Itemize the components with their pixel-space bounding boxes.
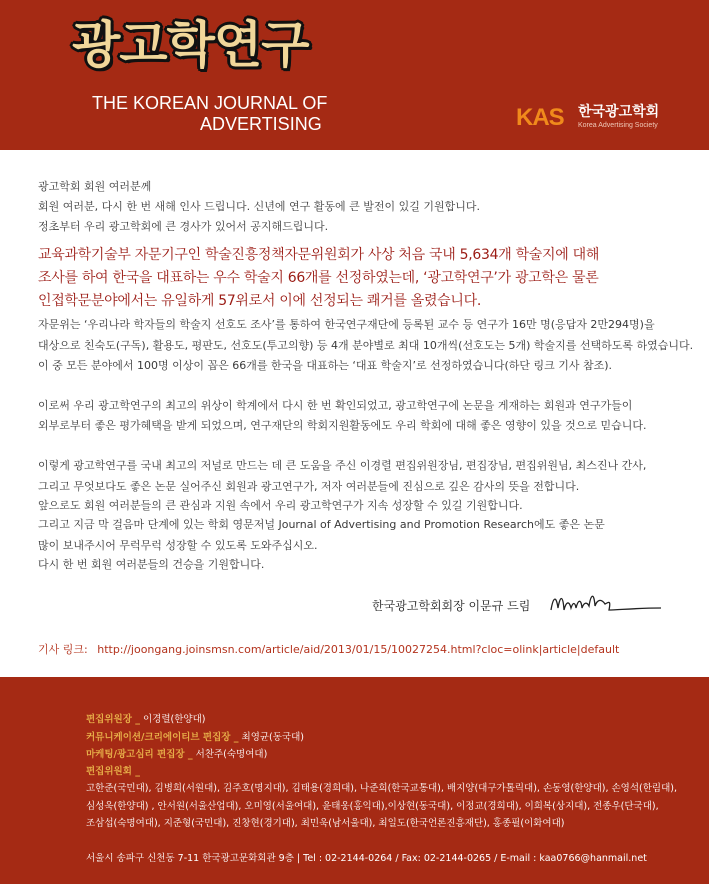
- greeting-line: 광고학회 회원 여러분께: [38, 180, 152, 193]
- footer-row-value: 최영균(동국대): [241, 732, 305, 743]
- body-line: 앞으로도 회원 여러분들의 큰 관심과 지원 속에서 우리 광고학연구가 지속 성장할 수 있길 기원합니다.: [38, 499, 523, 512]
- body-line: 그리고 지금 막 걸음마 단계에 있는 학회 영문저널 Journal of Advertising and Promotion Research에도 좋은 논문: [38, 518, 605, 531]
- footer-row-label: 편집위원장 _: [86, 714, 140, 725]
- committee-line: 조삼섭(숙명여대), 지준형(국민대), 진창현(경기대), 최민욱(남서울대), 최일도(한국언론진흥재단), 홍종필(이화여대): [86, 818, 565, 829]
- kas-logo-mark: KAS: [516, 104, 564, 131]
- highlight-line: 조사를 하여 한국을 대표하는 우수 학술지 66개를 선정하였는데, ‘광고학연구’가 광고학은 물론: [38, 270, 599, 286]
- body-line: 이렇게 광고학연구를 국내 최고의 저널로 만드는 데 큰 도움을 주신 이경렬 편집위원장님, 편집장님, 편집위원님, 최스진나 간사,: [38, 459, 647, 472]
- body-line: 이 중 모든 분야에서 100명 이상이 꼽은 66개를 한국을 대표하는 ‘대표 학술지’로 선정하였습니다(하단 링크 기사 참조).: [38, 359, 613, 372]
- footer-row: [86, 732, 304, 744]
- highlight-line: 인접학문분야에서는 유일하게 57위로서 이에 선정되는 쾌거를 올렸습니다.: [38, 293, 481, 309]
- footer-row: [86, 714, 205, 726]
- footer-row-value: 이경렬(한양대): [142, 714, 206, 725]
- body-line: 대상으로 친숙도(구독), 활용도, 평판도, 선호도(투고의향) 등 4개 분야별로 최대 10개씩(선호도는 5개) 학술지를 선택하도록 하였습니다.: [38, 339, 694, 352]
- journal-english-title-line2: ADVERTISING: [200, 114, 322, 134]
- article-link-url[interactable]: http://joongang.joinsmsn.com/article/aid/2013/01/15/10027254.html?cloc=olink|article|default: [97, 643, 620, 656]
- intro-line: 정초부터 우리 광고학회에 큰 경사가 있어서 공지해드립니다.: [38, 220, 329, 233]
- signature-text: 한국광고학회회장 이문규 드림: [372, 599, 531, 613]
- header-banner: [0, 0, 709, 150]
- society-name: 한국광고학회: [578, 104, 660, 120]
- committee-line: 고한준(국민대), 김병희(서원대), 김주호(명지대), 김태용(경희대), 나준희(한국교통대), 배지양(대구가톨릭대), 손동영(한양대), 손영석(한림대),: [86, 783, 677, 794]
- footer-row-label: 커뮤니케이션/크리에이티브 편집장 _: [86, 732, 239, 743]
- footer-row: [86, 749, 267, 761]
- body-line: 이로써 우리 광고학연구의 최고의 위상이 학계에서 다시 한 번 확인되었고, 광고학연구에 논문을 게재하는 회원과 연구가들이: [38, 399, 633, 412]
- body-line: 자문위는 ‘우리나라 학자들의 학술지 선호도 조사’를 통하여 한국연구재단에 등록된 교수 등 연구가 16만 명(응답자 2만294명)을: [38, 318, 655, 331]
- journal-english-title-line1: THE KOREAN JOURNAL OF: [92, 93, 328, 113]
- journal-logo-title: 광고학연구: [72, 16, 309, 74]
- intro-line: 회원 여러분, 다시 한 번 새해 인사 드립니다. 신년에 연구 활동에 큰 발전이 있길 기원합니다.: [38, 200, 480, 213]
- body-line: 많이 보내주시어 무럭무럭 성장할 수 있도록 도와주십시오.: [38, 539, 318, 552]
- footer-row-label: 마케팅/광고심리 편집장 _: [86, 749, 193, 760]
- footer-row: [86, 766, 140, 778]
- handwritten-signature: [547, 588, 667, 622]
- body-line: 그리고 무엇보다도 좋은 논문 실어주신 회원과 광고연구가, 저자 여러분들에 진심으로 깊은 감사의 뜻을 전합니다.: [38, 480, 580, 493]
- highlight-line: 교육과학기술부 자문기구인 학술진흥정책자문위원회가 사상 처음 국내 5,634개 학술지에 대해: [38, 247, 600, 263]
- footer-row-value: 서찬주(숙명여대): [195, 749, 268, 760]
- footer-row-label: 편집위원회 _: [86, 766, 140, 777]
- article-link[interactable]: [38, 641, 619, 657]
- body-line: 외부로부터 좋은 평가혜택을 받게 되었으며, 연구재단의 학회지원활동에도 우리 학회에 대해 좋은 영향이 있을 것으로 믿습니다.: [38, 419, 647, 432]
- society-name-english: Korea Advertising Society: [578, 122, 658, 129]
- body-line: 다시 한 번 회원 여러분들의 건승을 기원합니다.: [38, 558, 265, 571]
- committee-line: 심성욱(한양대) , 안서원(서울산업대), 오미영(서울여대), 윤태웅(홍익대),이상현(동국대), 이정교(경희대), 이희복(상지대), 전종우(단국대),: [86, 801, 659, 812]
- footer-address: 서울시 송파구 신천동 7-11 한국광고문화회관 9층 | Tel : 02-2144-0264 / Fax: 02-2144-0265 / E-mail : kaa0766@hanmail.net: [86, 853, 647, 864]
- article-link-label: 기사 링크:: [38, 643, 88, 656]
